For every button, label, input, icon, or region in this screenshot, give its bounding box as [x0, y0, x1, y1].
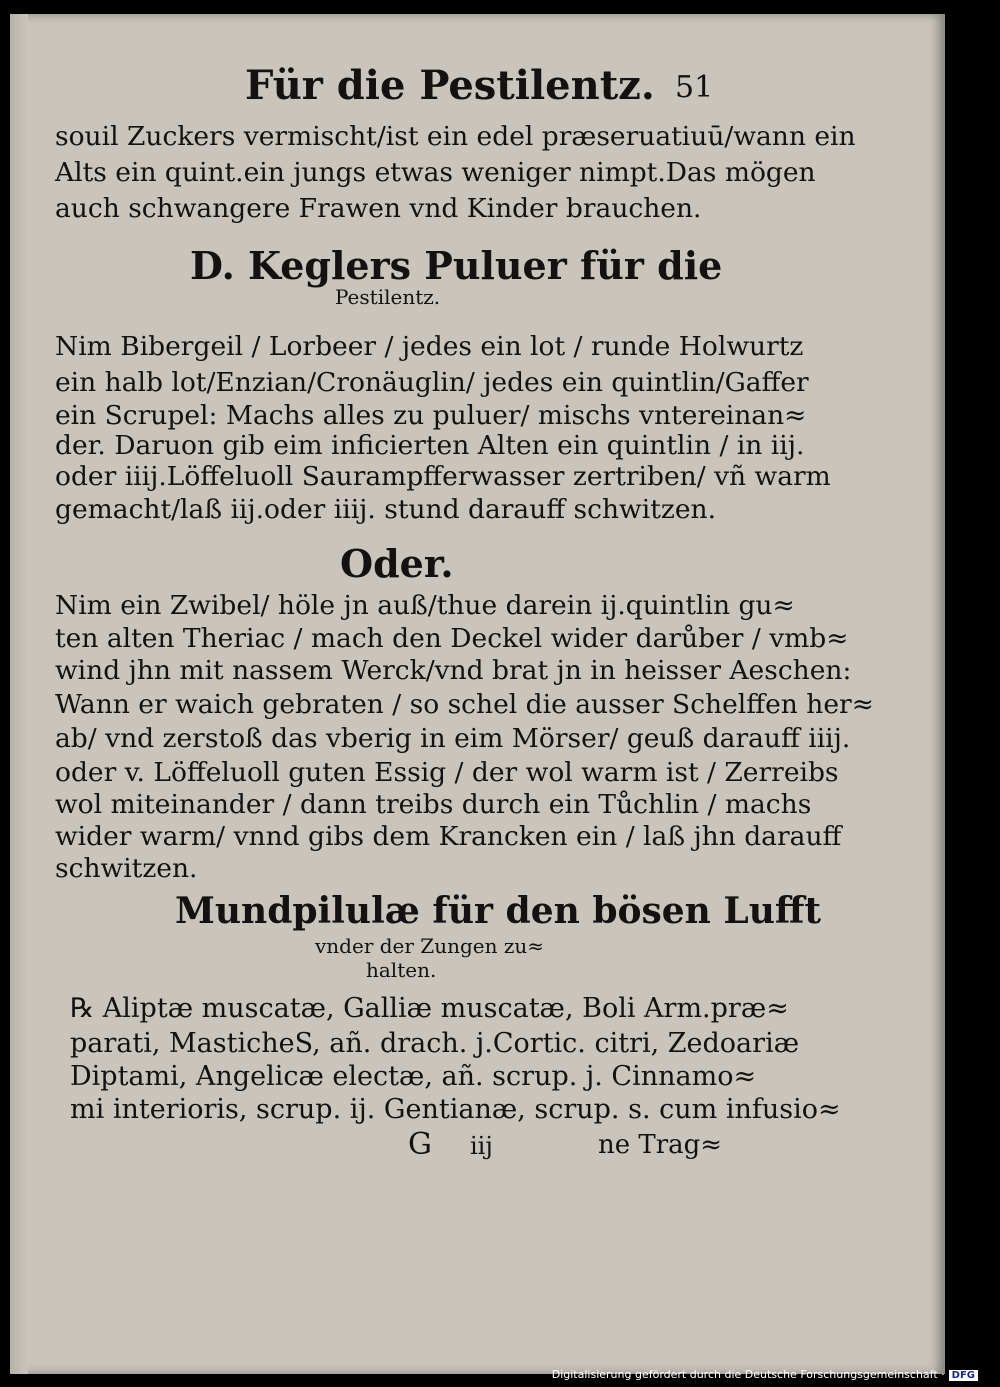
- text-line: ab/ vnd zerstoß das vberig in eim Mörser/ geuß darauff iiij.: [55, 723, 851, 754]
- text-line: auch schwangere Frawen vnd Kinder brauchen.: [55, 193, 702, 224]
- text-line: Nim ein Zwibel/ höle jn auß/thue darein ij.quintlin gu≈: [55, 590, 795, 621]
- section-heading: Oder.: [340, 541, 454, 586]
- running-header: Für die Pestilentz.: [245, 62, 655, 109]
- text-line: wol miteinander / dann treibs durch ein Tůchlin / machs: [55, 789, 812, 820]
- text-line: wider warm/ vnnd gibs dem Krancken ein / laß jhn darauff: [55, 821, 842, 852]
- text-line: oder v. Löffeluoll guten Essig / der wol warm ist / Zerreibs: [55, 757, 839, 788]
- text-line: ein halb lot/Enzian/Cronäuglin/ jedes ein quintlin/Gaffer: [55, 367, 809, 398]
- credit-text: Digitalisierung gefördert durch die Deutsche Forschungsgemeinschaft ·: [551, 1368, 945, 1381]
- text-line: souil Zuckers vermischt/ist ein edel præseruatiuū/wann ein: [55, 121, 856, 152]
- text-line: Nim Bibergeil / Lorbeer / jedes ein lot / runde Holwurtz: [55, 331, 804, 362]
- text-line: wind jhn mit nassem Werck/vnd brat jn in heisser Aeschen:: [55, 655, 852, 686]
- text-line: oder iiij.Löffeluoll Saurampfferwasser zertriben/ vñ warm: [55, 461, 831, 492]
- page-spine-shadow: [10, 14, 28, 1374]
- text-line: ten alten Theriac / mach den Deckel wider darůber / vmb≈: [55, 623, 849, 654]
- catchword: ne Trag≈: [598, 1130, 723, 1160]
- section-heading: D. Keglers Puluer für die: [190, 243, 723, 288]
- section-heading: Mundpilulæ für den bösen Lufft: [175, 890, 822, 932]
- section-subheading: halten.: [366, 958, 437, 982]
- dfg-logo: DFG: [949, 1370, 978, 1381]
- text-line: Diptami, Angelicæ electæ, añ. scrup. j. Cinnamo≈: [70, 1061, 757, 1092]
- text-line: ℞ Aliptæ muscatæ, Galliæ muscatæ, Boli Arm.præ≈: [70, 993, 789, 1024]
- signature-mark: G: [408, 1127, 432, 1162]
- text-line: gemacht/laß iij.oder iiij. stund darauff schwitzen.: [55, 494, 716, 525]
- section-subheading: vnder der Zungen zu≈: [315, 934, 545, 958]
- text-line: Wann er waich gebraten / so schel die ausser Schelffen her≈: [55, 689, 874, 720]
- signature-number: iij: [470, 1132, 493, 1160]
- text-line: Alts ein quint.ein jungs etwas weniger nimpt.Das mögen: [55, 157, 816, 188]
- text-line: parati, MasticheS, añ. drach. j.Cortic. citri, Zedoariæ: [70, 1028, 800, 1059]
- digitization-credit: [552, 1368, 978, 1381]
- text-line: mi interioris, scrup. ij. Gentianæ, scrup. s. cum infusio≈: [70, 1094, 841, 1125]
- section-subheading: Pestilentz.: [335, 285, 441, 309]
- text-line: ein Scrupel: Machs alles zu puluer/ mischs vntereinan≈: [55, 400, 807, 431]
- text-line: der. Daruon gib eim inficierten Alten ein quintlin / in iij.: [55, 430, 805, 461]
- text-line: schwitzen.: [55, 853, 198, 884]
- page-number: 51: [675, 70, 714, 105]
